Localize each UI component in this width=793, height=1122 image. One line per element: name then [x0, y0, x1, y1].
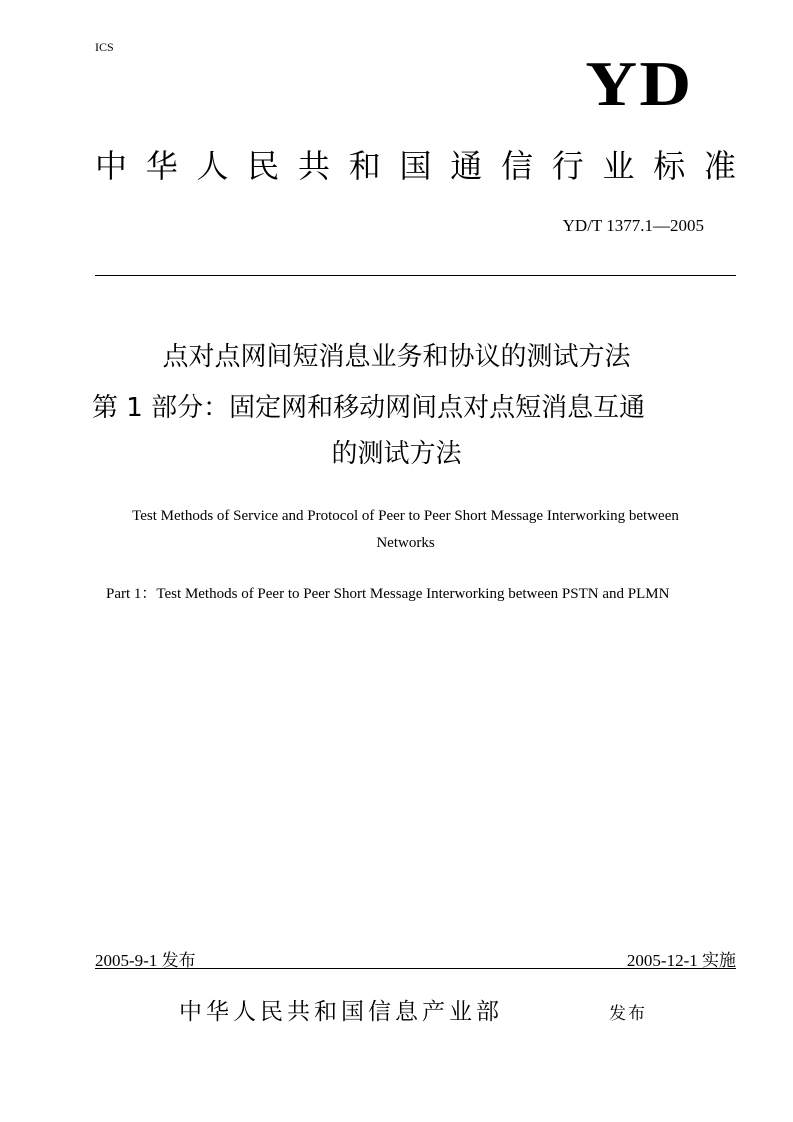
header-divider [95, 275, 736, 276]
issuing-authority-suffix: 发布 [609, 1004, 647, 1024]
industry-standard-title: 中华人民共和国通信行业标准 [95, 147, 736, 185]
document-title-part-continued: 的测试方法 [331, 439, 462, 469]
yd-logo: YD [584, 48, 693, 119]
english-part-title: Part 1：Test Methods of Peer to Peer Short Message Interworking between PSTN and PLMN [106, 586, 670, 602]
english-title-line-2: Networks [376, 535, 435, 551]
implementation-date: 2005-12-1 实施 [626, 951, 736, 970]
issue-date: 2005-9-1 发布 [95, 951, 196, 970]
document-title-main: 点对点网间短消息业务和协议的测试方法 [162, 342, 631, 372]
document-title-part: 第 1 部分：固定网和移动网间点对点短消息互通 [92, 393, 646, 423]
standard-number: YD/T 1377.1—2005 [562, 216, 704, 235]
issuing-authority: 中华人民共和国信息产业部 [179, 999, 503, 1025]
ics-label: ICS [95, 40, 114, 54]
english-title-line-1: Test Methods of Service and Protocol of Peer to Peer Short Message Interworking between [132, 508, 679, 524]
footer-divider [95, 968, 736, 969]
